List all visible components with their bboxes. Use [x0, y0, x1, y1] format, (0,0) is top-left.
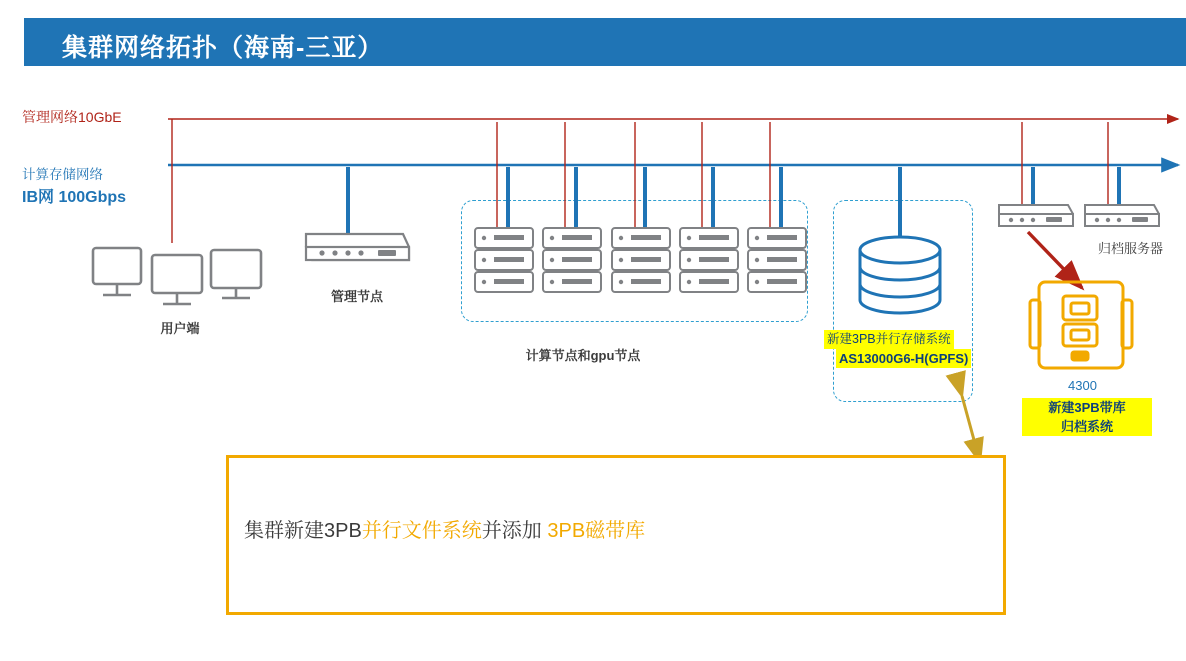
tape-library-icon: [1030, 282, 1132, 368]
compute-nodes-caption: 计算节点和gpu节点: [525, 348, 641, 363]
archive-server-icon-2: [1085, 205, 1159, 226]
client-workstation-icon-3-stand: [222, 288, 250, 298]
clients-caption: 用户端: [160, 321, 200, 336]
archive-server-icon-1: [999, 205, 1073, 226]
compute-nodes-group-box: [461, 200, 808, 322]
management-network-label: 管理网络10GbE: [22, 109, 122, 125]
callout-text: [244, 514, 645, 543]
client-workstation-icon-2: [152, 255, 202, 293]
title-bar: [24, 18, 1186, 66]
storage-system-label-line2: AS13000G6-H(GPFS): [836, 349, 971, 368]
storage-system-label-line1: 新建3PB并行存储系统: [824, 330, 954, 349]
management-node-icon: [306, 234, 409, 260]
callout-text-part4: 3PB磁带库: [547, 520, 646, 542]
tape-library-model-label: 4300: [1068, 378, 1097, 393]
client-workstation-icon-3: [211, 250, 261, 288]
archive-servers-caption: 归档服务器: [1098, 241, 1164, 256]
callout-text-part2: 并行文件系统: [361, 520, 482, 542]
storage-group-box: [833, 200, 973, 402]
tape-library-label-line1: 新建3PB带库: [1022, 398, 1152, 417]
client-workstation-icon-2-stand: [163, 293, 191, 304]
page-title: 集群网络拓扑（海南-三亚）: [62, 34, 384, 62]
callout-text-part3: 并添加: [481, 520, 542, 542]
management-node-caption: 管理节点: [330, 289, 383, 304]
tape-library-label-line2: 归档系统: [1022, 417, 1152, 436]
compute-storage-network-label: 计算存储网络: [22, 167, 103, 182]
callout-text-part1: 集群新建3PB: [244, 520, 362, 542]
client-workstation-icon: [93, 248, 141, 295]
ib-network-speed-label: IB网 100Gbps: [22, 189, 127, 206]
